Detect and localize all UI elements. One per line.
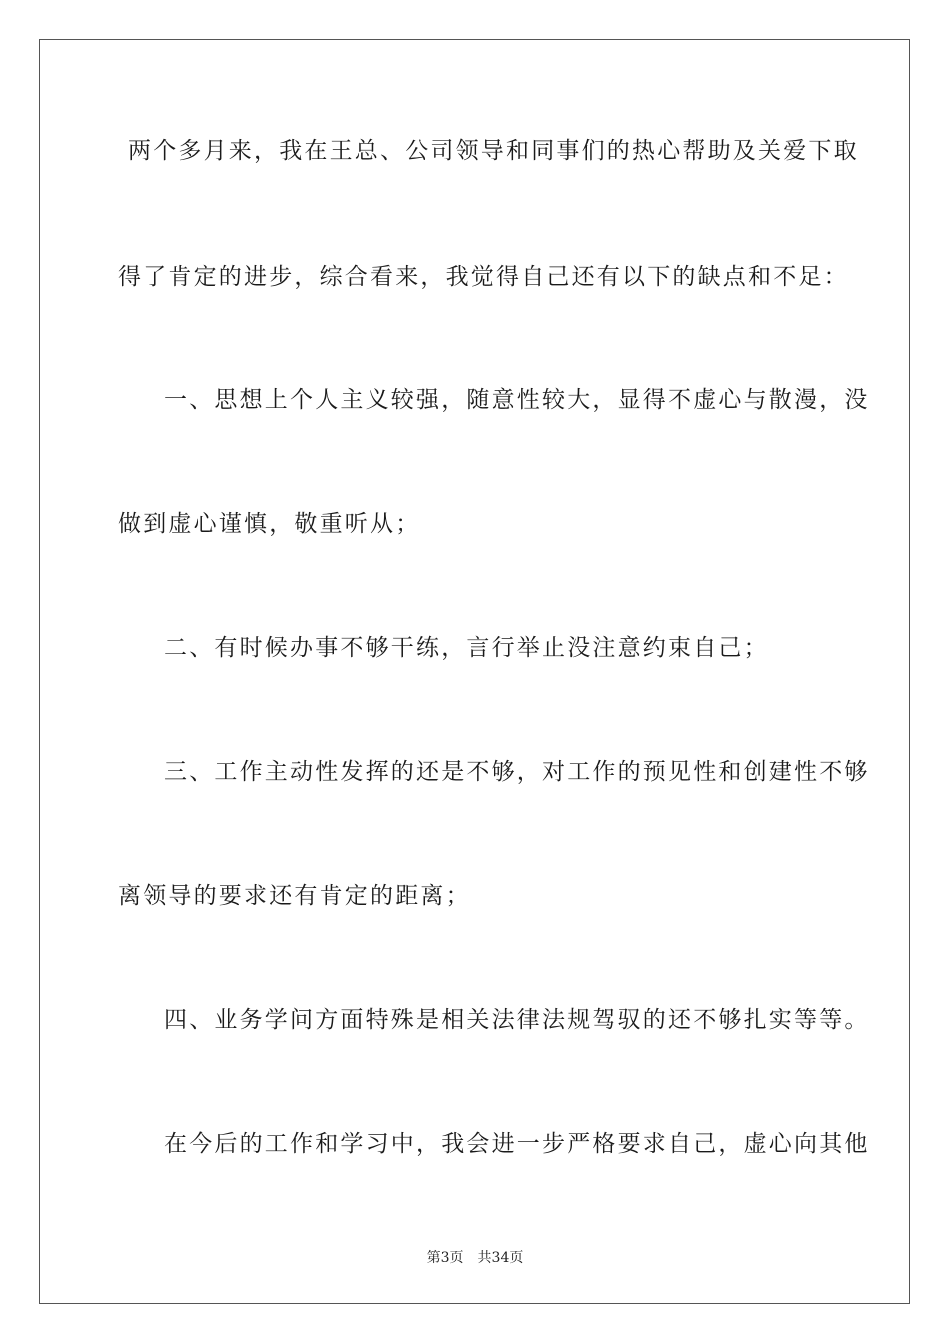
page-border xyxy=(39,39,910,1304)
text-line-1: 两个多月来，我在王总、公司领导和同事们的热心帮助及关爱下取 xyxy=(128,138,859,164)
text-line-9: 在今后的工作和学习中，我会进一步严格要求自己，虚心向其他 xyxy=(164,1131,870,1157)
text-line-8: 四、业务学问方面特殊是相关法律法规驾驭的还不够扎实等等。 xyxy=(164,1007,870,1033)
page-number: 第3页 xyxy=(426,1250,464,1266)
text-line-6: 三、工作主动性发挥的还是不够，对工作的预见性和创建性不够 xyxy=(164,759,870,785)
text-line-7: 离领导的要求还有肯定的距离； xyxy=(118,883,471,909)
text-line-3: 一、思想上个人主义较强，随意性较大，显得不虚心与散漫，没 xyxy=(164,387,870,413)
text-line-4: 做到虚心谨慎，敬重听从； xyxy=(118,511,421,537)
text-line-2: 得了肯定的进步，综合看来，我觉得自己还有以下的缺点和不足： xyxy=(118,264,849,290)
page-footer xyxy=(0,1249,950,1267)
text-line-5: 二、有时候办事不够干练，言行举止没注意约束自己； xyxy=(164,635,769,661)
page-total: 共34页 xyxy=(477,1250,524,1266)
